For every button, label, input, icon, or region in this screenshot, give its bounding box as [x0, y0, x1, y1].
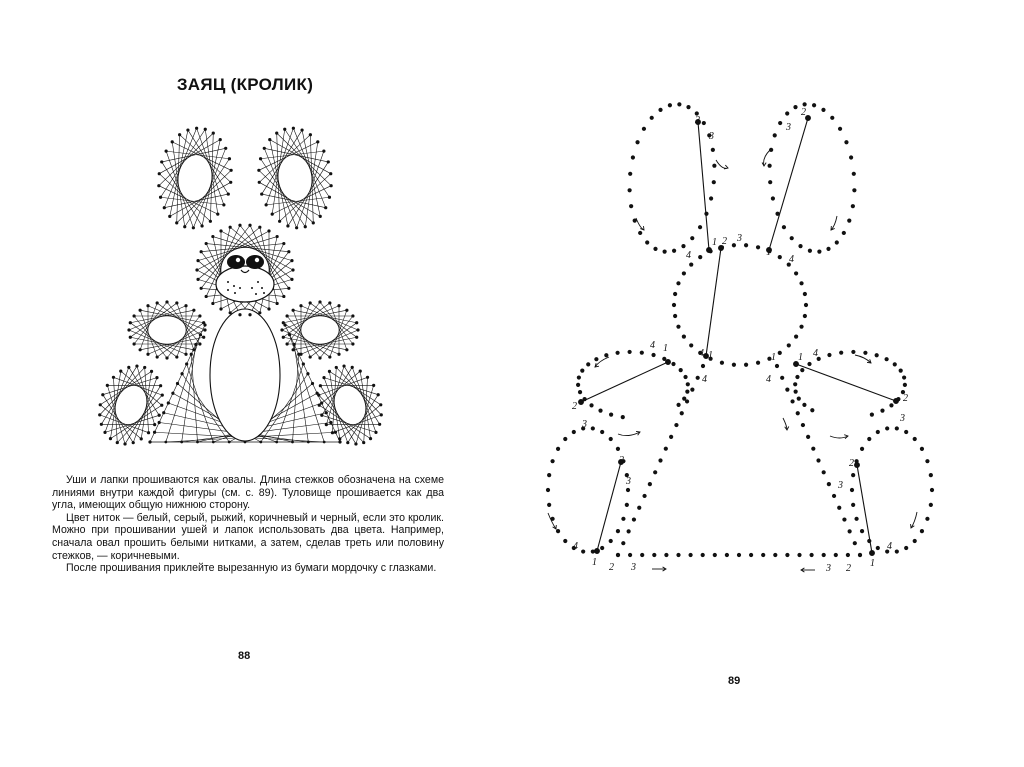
- stitch-label: 2: [609, 562, 614, 573]
- page-number: 89: [728, 675, 741, 687]
- stitch-label: 1: [708, 350, 713, 361]
- stitch-label: 4: [650, 340, 655, 351]
- stitch-label: 4: [789, 254, 794, 265]
- paragraph: После прошивания приклейте вырезанную из бумаги мордочку с глазками.: [66, 562, 437, 575]
- stitch-label: 2: [903, 393, 908, 404]
- stitch-label: 3: [582, 419, 587, 430]
- stitch-label: 3: [626, 476, 631, 487]
- stitch-label: 4: [699, 348, 704, 359]
- stitch-label: 2: [846, 563, 851, 574]
- stitch-label: 3: [737, 233, 742, 244]
- stitch-label: 1: [766, 247, 771, 258]
- stitch-label: 1: [870, 558, 875, 569]
- page-number: 88: [238, 650, 251, 662]
- stitch-label: 1: [798, 352, 803, 363]
- stitch-label: 3: [631, 562, 636, 573]
- stitch-label: 4: [573, 541, 578, 552]
- stitch-label: 1: [712, 237, 717, 248]
- stitch-label: 3: [900, 413, 905, 424]
- stitch-label: 4: [702, 374, 707, 385]
- stitch-label: 3: [786, 122, 791, 133]
- paragraph: Цвет ниток — белый, серый, рыжий, коричневый и черный, если это кролик. Можно при прошивании ушей и лапок использовать два цвета. Например, сначала овал прошить белыми нитками, а затем, сделав треть или половину стежков, — коричневыми.: [52, 511, 444, 562]
- stitch-label: 4: [686, 250, 691, 261]
- stitch-label: 4: [887, 541, 892, 552]
- stitch-label: 2: [572, 401, 577, 412]
- stitch-label: 4: [813, 348, 818, 359]
- right-page: [512, 0, 1024, 767]
- stitch-label: 1: [771, 352, 776, 363]
- stitch-label: 3: [826, 563, 831, 574]
- stitch-label: 2: [695, 115, 700, 126]
- stitch-label: 2: [619, 455, 624, 466]
- stitch-label: 3: [838, 480, 843, 491]
- page-title: ЗАЯЦ (КРОЛИК): [176, 75, 314, 94]
- stitch-label: 3: [709, 131, 714, 142]
- stitch-label: 1: [663, 343, 668, 354]
- stitch-label: 2: [801, 107, 806, 118]
- paragraph: Уши и лапки прошиваются как овалы. Длина стежков обозначена на схеме линиями внутри каждой фигуры (см. с. 89). Туловище прошивается как два угла, имеющих общую нижнюю сторону.: [52, 474, 444, 512]
- stitch-label: 2: [722, 236, 727, 247]
- stitch-label: 2: [849, 458, 854, 469]
- stitch-label: 1: [592, 557, 597, 568]
- stitch-label: 4: [766, 374, 771, 385]
